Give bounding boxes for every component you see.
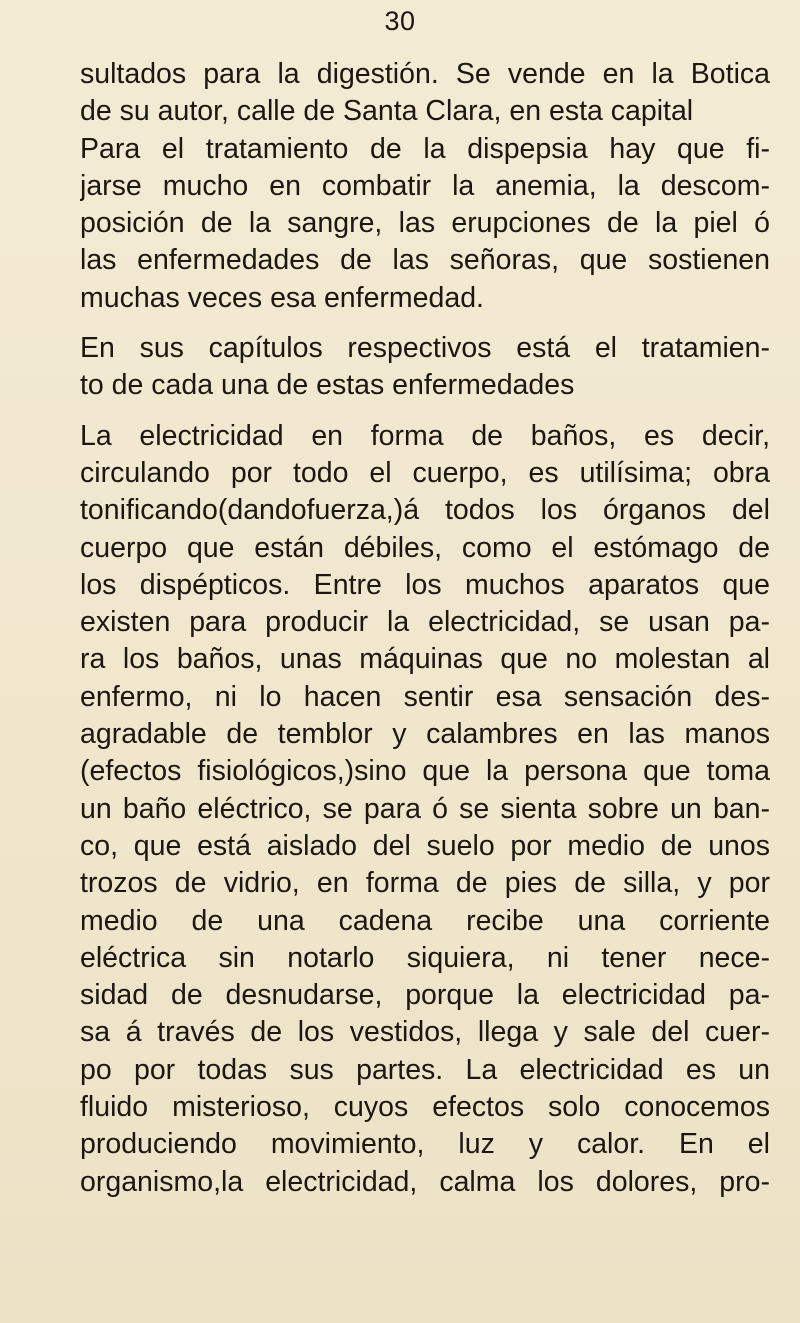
text-line: trozos de vidrio, en forma de pies de silla, y por: [80, 867, 770, 900]
text-line: de su autor, calle de Santa Clara, en esta capital: [80, 95, 694, 128]
text-line: ra los baños, unas máquinas que no molestan al: [80, 643, 770, 676]
text-line: co, que está aislado del suelo por medio de unos: [80, 829, 770, 862]
text-line: to de cada una de estas enfermedades: [80, 369, 575, 402]
text-line: tonificando(dandofuerza,)á todos los órganos del: [80, 494, 770, 527]
body-text: [80, 56, 770, 1201]
text-line: un baño eléctrico, se para ó se sienta sobre un ban-: [80, 792, 770, 825]
paragraph-4: [80, 418, 770, 1201]
text-line: posición de la sangre, las erupciones de la piel ó: [80, 207, 770, 240]
text-line: eléctrica sin notarlo siquiera, ni tener nece-: [80, 941, 770, 974]
text-line: los dispépticos. Entre los muchos aparatos que: [80, 568, 770, 601]
text-line: muchas veces esa enfermedad.: [80, 281, 484, 314]
text-line: sa á través de los vestidos, llega y sale del cuer-: [80, 1016, 770, 1049]
text-line: (efectos fisiológicos,)sino que la persona que toma: [80, 755, 770, 788]
text-line: las enfermedades de las señoras, que sostienen: [80, 244, 770, 277]
text-line: sultados para la digestión. Se vende en la Botica: [80, 58, 770, 90]
text-line: po por todas sus partes. La electricidad es un: [80, 1053, 770, 1086]
text-line: circulando por todo el cuerpo, es utilísima; obra: [80, 456, 770, 489]
text-line: agradable de temblor y calambres en las manos: [80, 718, 770, 751]
text-line: En sus capítulos respectivos está el tratamien-: [80, 332, 770, 365]
page-number: 30: [384, 6, 416, 36]
text-line: jarse mucho en combatir la anemia, la descom-: [80, 169, 770, 202]
text-line: medio de una cadena recibe una corriente: [80, 904, 770, 937]
text-line: produciendo movimiento, luz y calor. En el: [80, 1128, 770, 1161]
text-line: enfermo, ni lo hacen sentir esa sensación des-: [80, 680, 770, 713]
text-line: existen para producir la electricidad, se usan pa-: [80, 606, 770, 639]
paragraph-2: [80, 131, 770, 317]
text-line: sidad de desnudarse, porque la electricidad pa-: [80, 979, 770, 1012]
text-line: Para el tratamiento de la dispepsia hay que fi-: [80, 132, 770, 165]
paragraph-3: [80, 330, 770, 405]
text-line: fluido misterioso, cuyos efectos solo conocemos: [80, 1091, 770, 1124]
text-line: La electricidad en forma de baños, es decir,: [80, 419, 770, 452]
paragraph-1: [80, 56, 770, 131]
text-line: organismo,la electricidad, calma los dolores, pro-: [80, 1165, 770, 1198]
text-line: cuerpo que están débiles, como el estómago de: [80, 531, 770, 564]
